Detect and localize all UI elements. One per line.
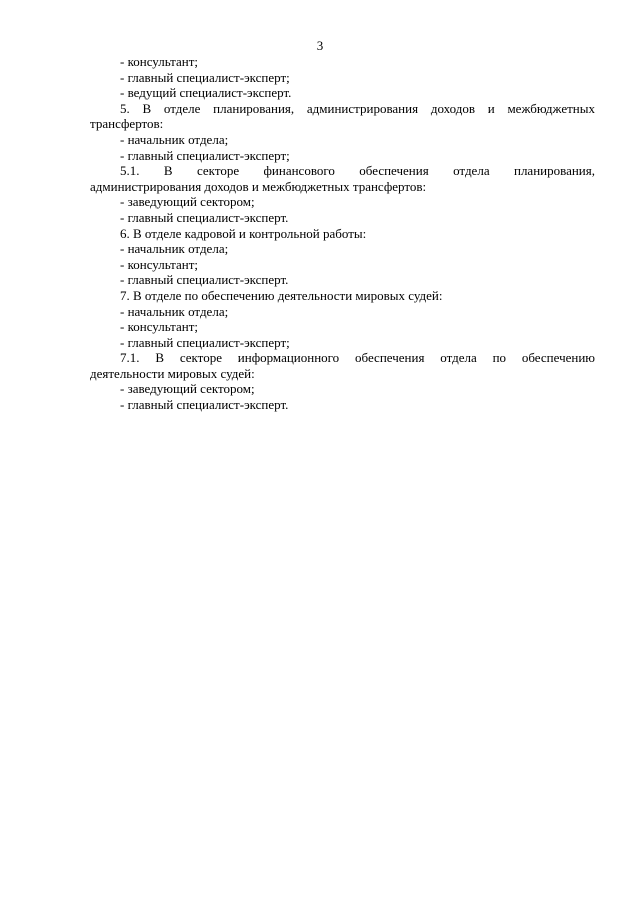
section-heading-7: 7. В отделе по обеспечению деятельности мировых судей: [120, 287, 443, 303]
list-item: - главный специалист-эксперт. [120, 272, 289, 288]
list-item: - главный специалист-эксперт; [120, 69, 290, 85]
list-item: - главный специалист-эксперт. [120, 209, 289, 225]
list-item: - консультант; [120, 319, 198, 335]
section-heading-5-1-cont: администрирования доходов и межбюджетных трансфертов: [90, 178, 427, 194]
section-heading-5-cont: трансфертов: [90, 116, 164, 132]
list-item: - начальник отдела; [120, 131, 229, 147]
list-item: - начальник отдела; [120, 303, 229, 319]
list-item: - консультант; [120, 54, 198, 69]
section-heading-7-1-cont: деятельности мировых судей: [90, 365, 255, 381]
list-item: - заведующий сектором; [120, 194, 255, 210]
list-item: - начальник отдела; [120, 241, 229, 257]
list-item: - главный специалист-эксперт. [120, 397, 289, 413]
list-item: - консультант; [120, 256, 198, 272]
list-item: - главный специалист-эксперт; [120, 147, 290, 163]
section-heading-6: 6. В отделе кадровой и контрольной работы: [120, 225, 367, 241]
section-heading-5-1: 5.1. В секторе финансового обеспечения отдела планирования, [120, 163, 595, 179]
section-heading-7-1: 7.1. В секторе информационного обеспечения отдела по обеспечению [120, 350, 595, 366]
list-item: - заведующий сектором; [120, 381, 255, 397]
page-number: 3 [316, 38, 324, 53]
document-body [90, 54, 595, 413]
list-item: - главный специалист-эксперт; [120, 334, 290, 350]
section-heading-5: 5. В отделе планирования, администрирования доходов и межбюджетных [120, 100, 595, 116]
list-item: - ведущий специалист-эксперт. [120, 85, 292, 101]
